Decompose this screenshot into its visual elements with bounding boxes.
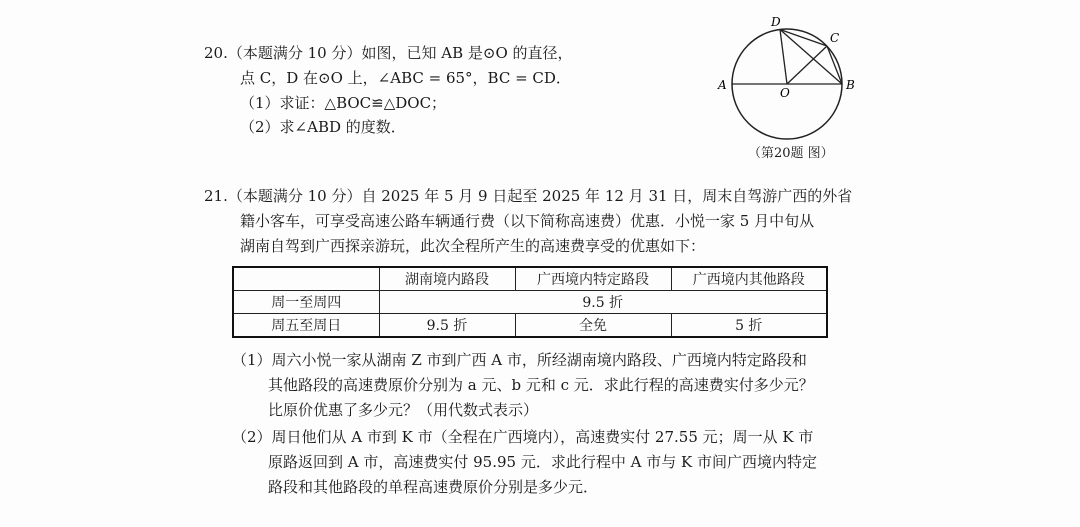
- label-a: A: [718, 78, 727, 92]
- table-header-guangxi-other: 广西境内其他路段: [671, 267, 827, 291]
- label-b: B: [846, 78, 855, 92]
- q21-part1-line-2: 其他路段的高速费原价分别为 a 元、b 元和 c 元．求此行程的高速费实付多少元？: [268, 376, 814, 394]
- label-c: C: [830, 31, 840, 45]
- label-d: D: [771, 15, 781, 29]
- segment-od: [780, 30, 787, 85]
- row-label-weekday: 周一至周四: [233, 291, 379, 314]
- q21-part2-line-2: 原路返回到 A 市，高速费实付 95.95 元．求此行程中 A 市与 K 市间广西境内特定: [268, 453, 817, 471]
- table-header-hunan: 湖南境内路段: [379, 267, 515, 291]
- q20-part-2: （2）求∠ABD 的度数．: [240, 118, 406, 136]
- q21-part1-line-1: （1）周六小悦一家从湖南 Z 市到广西 A 市，所经湖南境内路段、广西境内特定路段和: [232, 351, 807, 369]
- q20-line-2: 点 C，D 在⊙O 上，∠ABC = 65°，BC = CD．: [240, 69, 571, 87]
- row-label-weekend: 周五至周日: [233, 314, 379, 338]
- weekday-discount-cell: 9.5 折: [379, 291, 827, 314]
- figure-caption: （第20题 图）: [748, 146, 834, 161]
- q21-part1-line-3: 比原价优惠了多少元？（用代数式表示）: [268, 401, 539, 419]
- table-header-guangxi-special: 广西境内特定路段: [515, 267, 671, 291]
- segment-cb: [827, 46, 842, 84]
- weekend-guangxi-other-cell: 5 折: [671, 314, 827, 338]
- weekend-hunan-cell: 9.5 折: [379, 314, 515, 338]
- label-o: O: [780, 86, 790, 100]
- weekend-guangxi-special-cell: 全免: [515, 314, 671, 338]
- table-row: [233, 314, 827, 338]
- q21-line-2: 籍小客车，可享受高速公路车辆通行费（以下简称高速费）优惠．小悦一家 5 月中旬从: [240, 212, 815, 230]
- q21-part2-line-1: （2）周日他们从 A 市到 K 市（全程在广西境内），高速费实付 27.55 元；周一从 K 市: [232, 428, 814, 446]
- q20-part-1: （1）求证：△BOC≌△DOC；: [240, 94, 447, 112]
- q20-line-1: 20.（本题满分 10 分）如图，已知 AB 是⊙O 的直径，: [204, 44, 573, 62]
- q21-part2-line-3: 路段和其他路段的单程高速费原价分别是多少元．: [268, 478, 599, 496]
- table-header-row: [233, 267, 827, 291]
- table-header-corner: [233, 267, 379, 291]
- q21-line-3: 湖南自驾到广西探亲游玩，此次全程所产生的高速费享受的优惠如下：: [240, 237, 706, 255]
- discount-table: [232, 266, 828, 338]
- q21-line-1: 21.（本题满分 10 分）自 2025 年 5 月 9 日起至 2025 年 12 月 31 日，周末自驾游广西的外省: [204, 187, 853, 205]
- circle-geometry-figure: [712, 12, 862, 142]
- table-row: [233, 291, 827, 314]
